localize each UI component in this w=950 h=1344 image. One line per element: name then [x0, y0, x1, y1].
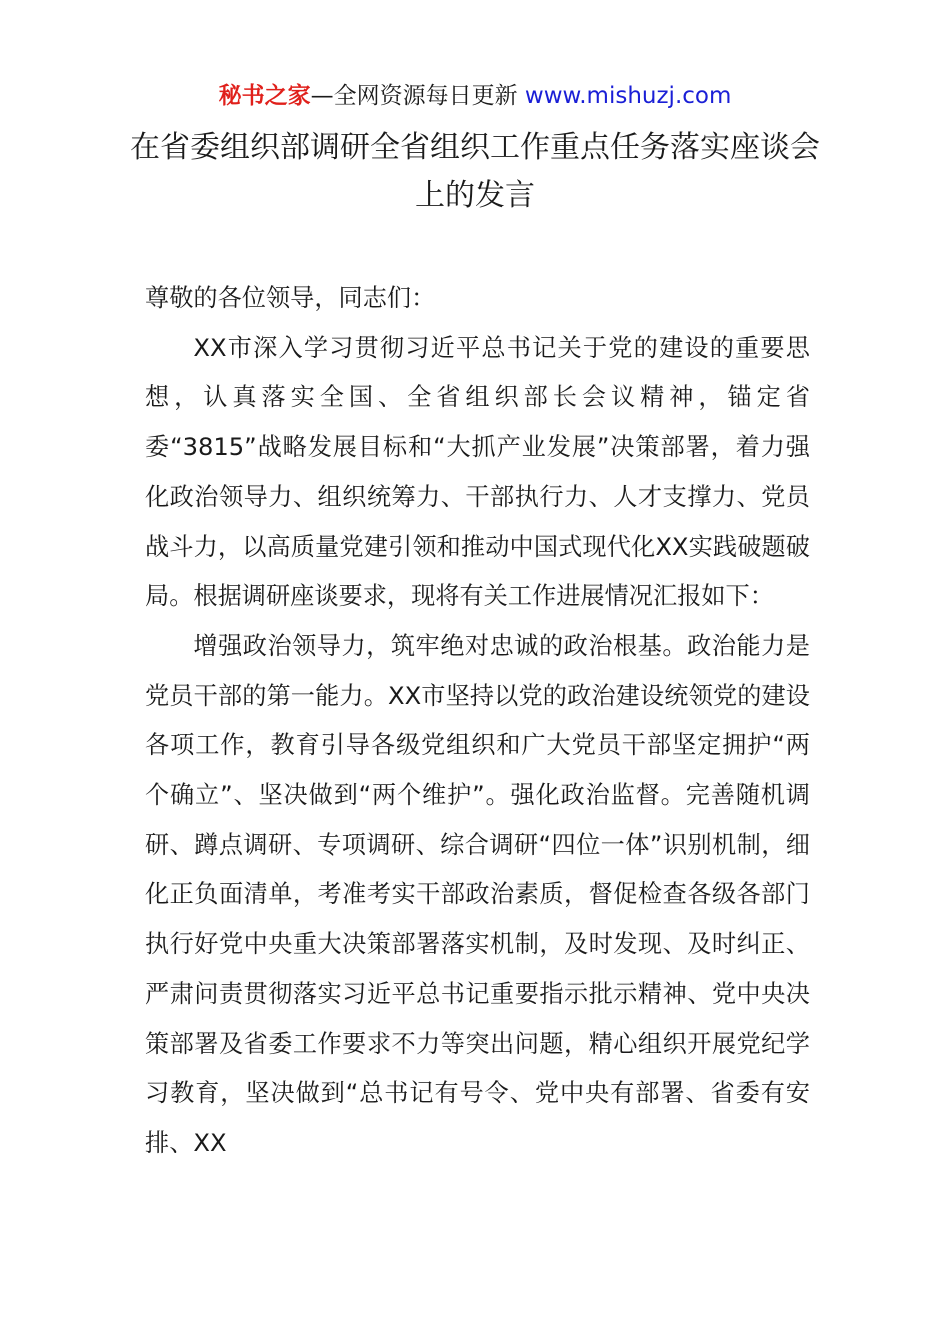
document-title: 在省委组织部调研全省组织工作重点任务落实座谈会上的发言 — [130, 130, 820, 213]
paragraph-intro: XX市深入学习贯彻习近平总书记关于党的建设的重要思想，认真落实全国、全省组织部长会议精神，锚定省委“3815”战略发展目标和“大抓产业发展”决策部署，着力强化政治领导力、组织统筹力、干部执行力、人才支撑力、党员战斗力，以高质量党建引领和推动中国式现代化XX实践破题破局。根据调研座谈要求，现将有关工作进展情况汇报如下： — [145, 333, 810, 611]
paragraph-political-leadership: 增强政治领导力，筑牢绝对忠诚的政治根基。政治能力是党员干部的第一能力。XX市坚持以党的政治建设统领党的建设各项工作，教育引导各级党组织和广大党员干部坚定拥护“两个确立”、坚决做到“两个维护”。强化政治监督。完善随机调研、蹲点调研、专项调研、综合调研“四位一体”识别机制，细化正负面清单，考准考实干部政治素质，督促检查各级各部门执行好党中央重大决策部署落实机制，及时发现、及时纠正、严肃问责贯彻落实习近平总书记重要指示批示精神、党中央决策部署及省委工作要求不力等突出问题，精心组织开展党纪学习教育，坚决做到“总书记有号令、党中央有部署、省委有安排、XX — [145, 631, 810, 1157]
salutation: 尊敬的各位领导，同志们： — [145, 284, 436, 312]
site-header — [0, 78, 950, 114]
document-body — [145, 274, 810, 1169]
site-url-link[interactable]: www.mishuzj.com — [524, 83, 732, 109]
brand-name: 秘书之家 — [218, 83, 311, 109]
header-tagline: —全网资源每日更新 — [310, 83, 525, 109]
